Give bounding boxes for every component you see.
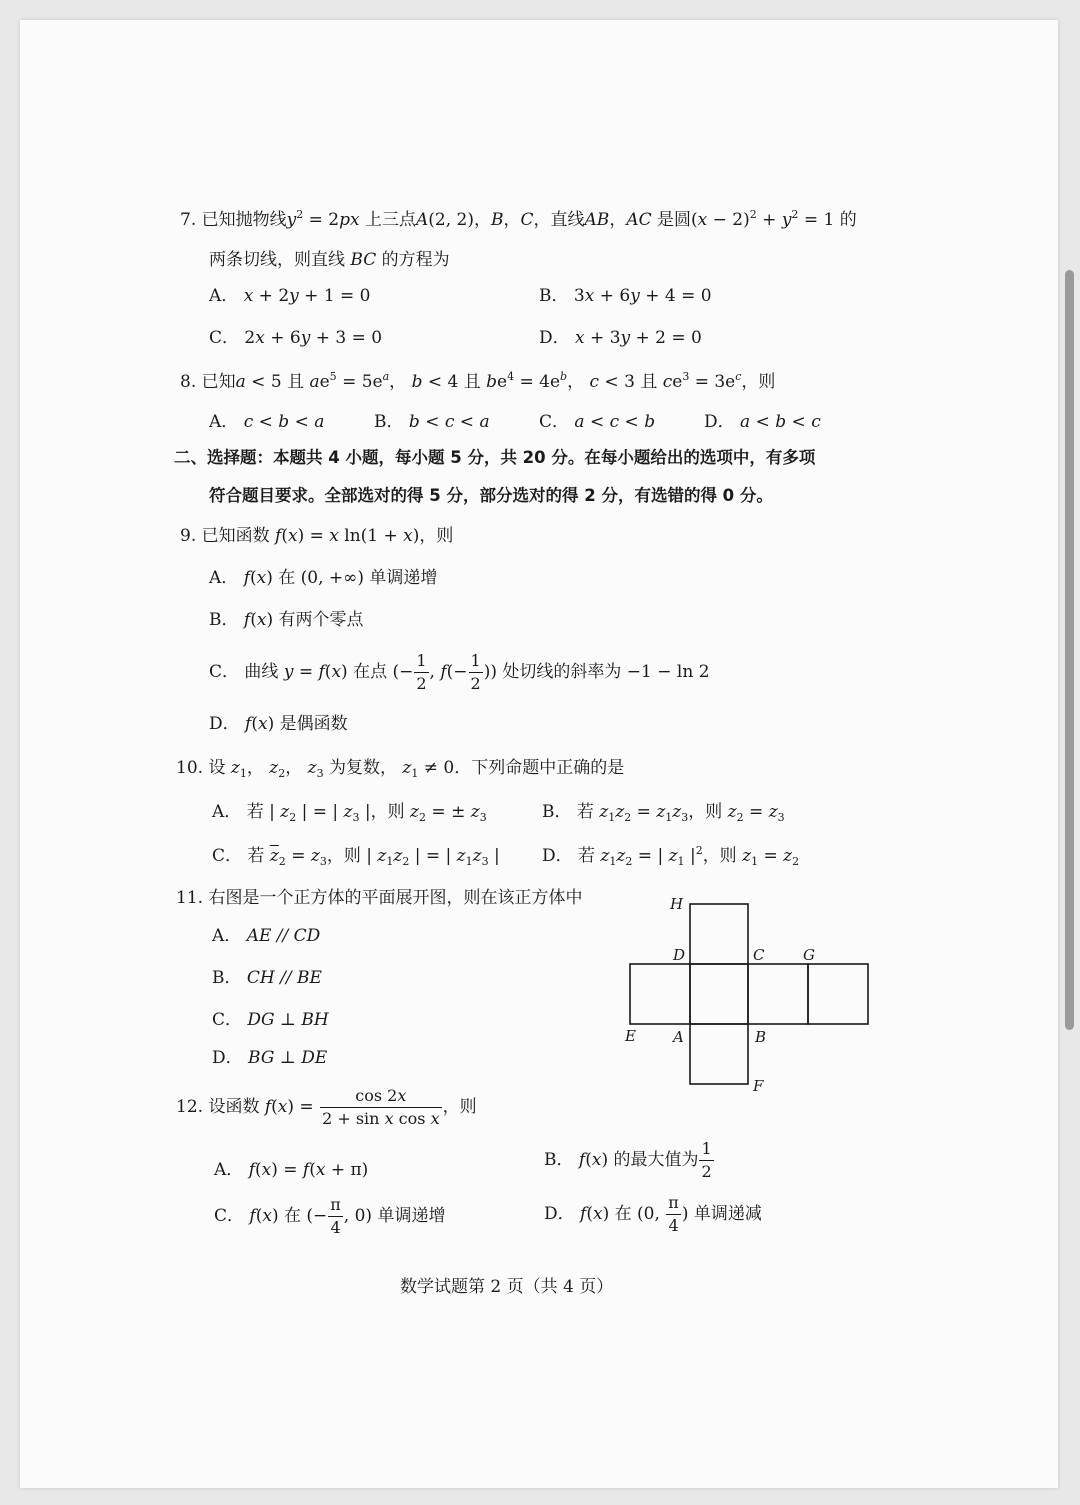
q12-stem: 12. 设函数 f(x) = $\frac{\cos 2x}{\text{2 + sin x cos x}}$ ，则 xyxy=(176,1086,477,1128)
q10-option-d: D． 若 $z_1z_2$ = | $z_1$ $|^2$，则 $z_1 = z_2$ xyxy=(542,844,800,868)
q7-line2: 两条切线，则直线 BC 的方程为 xyxy=(209,250,450,270)
q9-stem: 9. 已知函数 f(x) = x ln(1 + x)，则 xyxy=(180,526,454,546)
exam-page xyxy=(20,20,1058,1488)
q9-option-a: A． f(x) 在 (0, +∞) 单调递增 xyxy=(209,568,438,588)
section2-heading: 二、选择题：本题共 4 小题，每小题 5 分，共 20 分。在每小题给出的选项中，有多项 xyxy=(174,448,816,467)
q11-stem: 11. 右图是一个正方体的平面展开图，则在该正方体中 xyxy=(176,888,583,908)
label-h: H xyxy=(670,895,684,913)
q10-option-b: B． 若 $z_1z_2 = z_1z_3$，则 $z_2 = z_3$ xyxy=(542,802,785,824)
label-a: A xyxy=(673,1028,684,1046)
q9-option-c: C． 曲线 y = f(x) 在点 (− $\frac{1}{2}$ , f(− $\frac{1}{2}$ )) 处切线的斜率为 −1 − ln 2 xyxy=(209,651,710,693)
q12-option-d: D． f(x) 在 (0, $\frac{\pi}{4}$ ) 单调递减 xyxy=(544,1193,762,1235)
scrollbar[interactable] xyxy=(1065,270,1074,1030)
cube-net-diagram xyxy=(615,890,875,1100)
q8-option-a: A． c < b < a xyxy=(209,412,325,432)
label-d: D xyxy=(673,946,686,964)
page-footer: 数学试题第 2 页（共 4 页） xyxy=(400,1277,614,1297)
q8-option-b: B． b < c < a xyxy=(374,412,490,432)
q7-option-d: D． x + 3y + 2 = 0 xyxy=(539,328,702,348)
q11-option-b: B． CH // BE xyxy=(212,968,322,988)
label-c: C xyxy=(753,946,765,964)
q11-option-d: D． BG ⊥ DE xyxy=(212,1048,328,1068)
cube-net-face-right xyxy=(748,964,808,1024)
q9-option-b: B． f(x) 有两个零点 xyxy=(209,610,364,630)
q10-option-a: A． 若 | $z_2$ | = | $z_3$ |，则 $z_2$ = ± $z_3$ xyxy=(212,802,487,824)
q11-option-a: A． AE // CD xyxy=(212,926,321,946)
cube-net-face-top xyxy=(690,904,748,964)
q10-option-c: C． 若 $\overline{z}_2 = z_3$，则 | $z_1z_2$ | = | $z_1z_3$ | xyxy=(212,846,500,868)
q10-stem: 10. 设 $z_1$， $z_2$， $z_3$ 为复数， $z_1 \ne 0$．下列命题中正确的是 xyxy=(176,758,625,780)
q7-line1: 7. 已知抛物线$y^2 = 2px$ 上三点A(2, 2)，B，C，直线AB，AC 是圆$(x - 2)^2 + y^2 = 1$ 的 xyxy=(180,208,857,230)
cube-net-face-left xyxy=(630,964,690,1024)
label-f: F xyxy=(753,1077,764,1095)
cube-net-face-far-right xyxy=(808,964,868,1024)
label-e: E xyxy=(625,1027,636,1045)
cube-net-face-center xyxy=(690,964,748,1024)
q7-option-c: C． 2x + 6y + 3 = 0 xyxy=(209,328,383,348)
q8-line1: 8. 已知a < 5 且 $ae^5 = 5e^a$， b < 4 且 $be^4 = 4e^b$， c < 3 且 $ce^3 = 3e^c$，则 xyxy=(180,370,776,392)
q12-option-c: C． f(x) 在 (− $\frac{\pi}{4}$ , 0) 单调递增 xyxy=(214,1195,446,1237)
q8-option-d: D． a < b < c xyxy=(704,412,821,432)
q12-option-b: B． f(x) 的最大值为 $\frac{1}{2}$ xyxy=(544,1139,712,1181)
q9-option-d: D． f(x) 是偶函数 xyxy=(209,714,348,734)
q11-option-c: C． DG ⊥ BH xyxy=(212,1010,329,1030)
q12-option-a: A． f(x) = f(x + π) xyxy=(214,1160,369,1180)
cube-net-face-bottom xyxy=(690,1024,748,1084)
q7-option-a: A． x + 2y + 1 = 0 xyxy=(209,286,371,306)
q8-option-c: C． a < c < b xyxy=(539,412,656,432)
label-g: G xyxy=(803,946,815,964)
label-b: B xyxy=(755,1028,767,1046)
q7-option-b: B． 3x + 6y + 4 = 0 xyxy=(539,286,712,306)
section2-instructions: 符合题目要求。全部选对的得 5 分，部分选对的得 2 分，有选错的得 0 分。 xyxy=(209,486,773,505)
